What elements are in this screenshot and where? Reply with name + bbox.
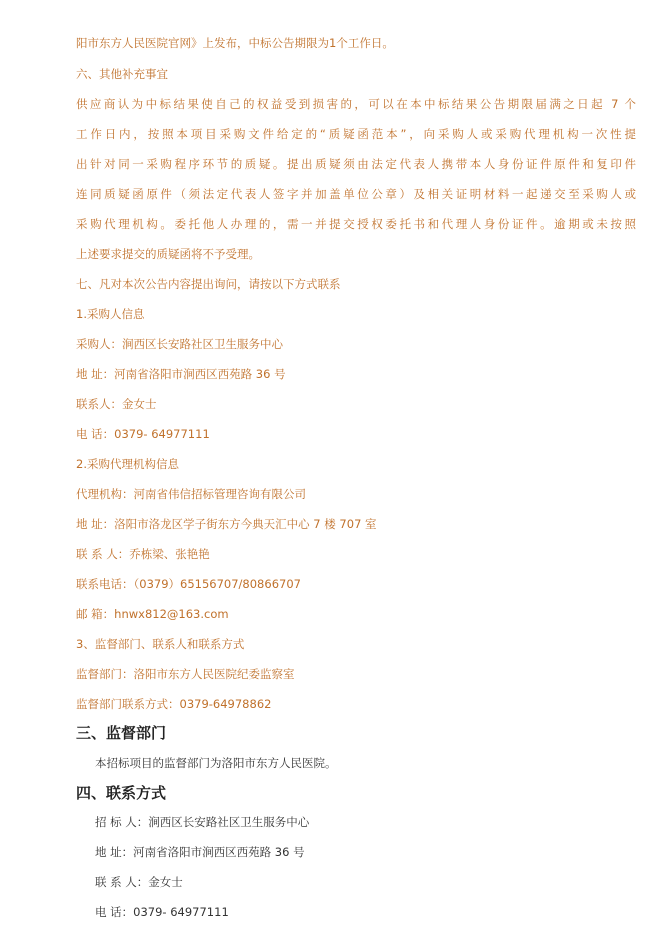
section-title-four: 四、联系方式 — [76, 784, 167, 802]
subheading-agency: 2.采购代理机构信息 — [76, 457, 179, 471]
tenderer-contact: 联 系 人：金女士 — [95, 875, 183, 889]
subheading-purchaser: 1.采购人信息 — [76, 307, 145, 321]
supervision-dept: 监督部门：洛阳市东方人民医院纪委监察室 — [76, 667, 295, 681]
agency-contact: 联 系 人：乔栋梁、张艳艳 — [76, 547, 210, 561]
paragraph-line: 连同质疑函原件（须法定代表人签字并加盖单位公章）及相关证明材料一起递交至采购人或 — [76, 187, 636, 201]
paragraph-line: 上述要求提交的质疑函将不予受理。 — [76, 247, 260, 261]
supervision-statement: 本招标项目的监督部门为洛阳市东方人民医院。 — [95, 756, 337, 770]
tenderer-address: 地 址：河南省洛阳市涧西区西苑路 36 号 — [95, 845, 305, 859]
paragraph-line: 出针对同一采购程序环节的质疑。提出质疑须由法定代表人携带本人身份证件原件和复印件 — [76, 157, 636, 171]
agency-address: 地 址：洛阳市洛龙区学子街东方今典天汇中心 7 楼 707 室 — [76, 517, 377, 531]
subheading-supervision: 3、监督部门、联系人和联系方式 — [76, 637, 245, 651]
purchaser-name: 采购人：涧西区长安路社区卫生服务中心 — [76, 337, 283, 351]
paragraph-line: 工作日内，按照本项目采购文件给定的“质疑函范本”，向采购人或采购代理机构一次性提 — [76, 127, 636, 141]
agency-email: 邮 箱：hnwx812@163.com — [76, 607, 229, 621]
paragraph-line: 供应商认为中标结果使自己的权益受到损害的，可以在本中标结果公告期限届满之日起 7 个 — [76, 97, 636, 111]
agency-phone: 联系电话：（0379）65156707/80866707 — [76, 577, 301, 591]
purchaser-contact: 联系人：金女士 — [76, 397, 157, 411]
purchaser-address: 地 址：河南省洛阳市涧西区西苑路 36 号 — [76, 367, 286, 381]
section-heading-seven: 七、凡对本次公告内容提出询问，请按以下方式联系 — [76, 277, 341, 291]
text-line: 阳市东方人民医院官网》上发布，中标公告期限为1个工作日。 — [76, 36, 394, 50]
section-title-three: 三、监督部门 — [76, 724, 167, 742]
paragraph-line: 采购代理机构。委托他人办理的，需一并提交授权委托书和代理人身份证件。逾期或未按照 — [76, 217, 636, 231]
tenderer-name: 招 标 人：涧西区长安路社区卫生服务中心 — [95, 815, 310, 829]
section-heading-six: 六、其他补充事宜 — [76, 67, 168, 81]
tenderer-phone: 电 话：0379- 64977111 — [95, 905, 229, 919]
agency-name: 代理机构：河南省伟信招标管理咨询有限公司 — [76, 487, 306, 501]
purchaser-phone: 电 话：0379- 64977111 — [76, 427, 210, 441]
supervision-phone: 监督部门联系方式：0379-64978862 — [76, 697, 272, 711]
